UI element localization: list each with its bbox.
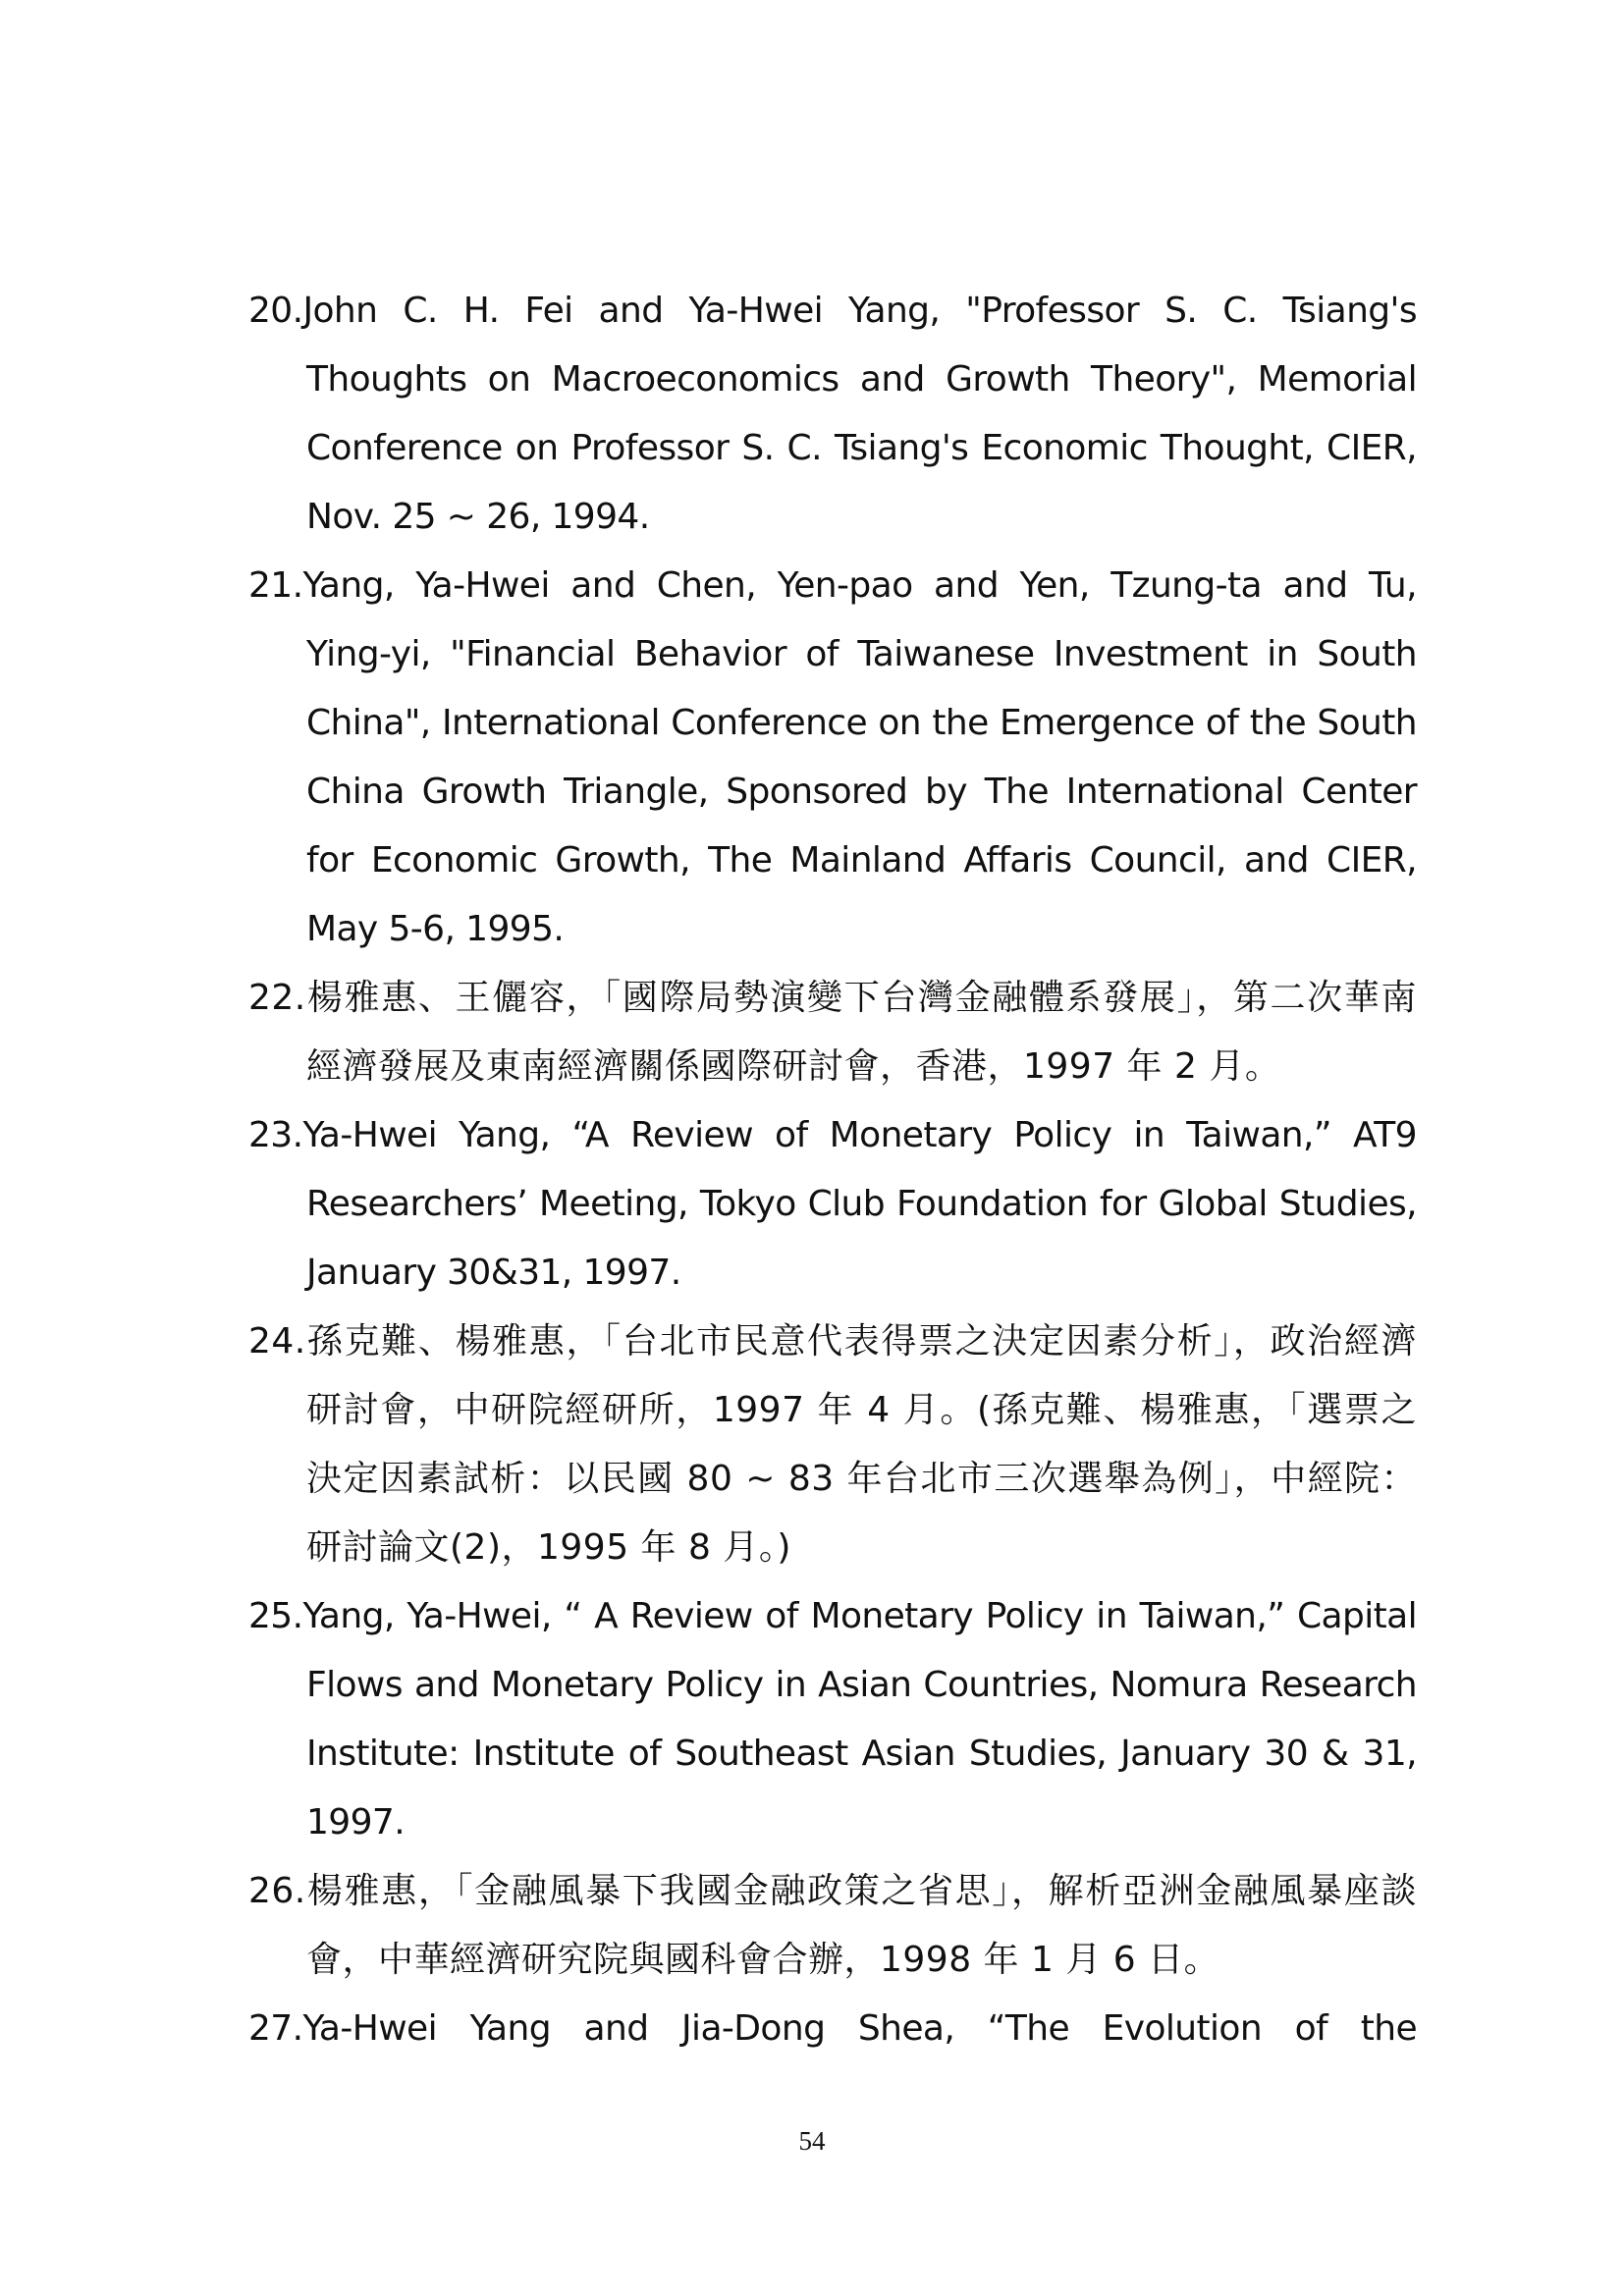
reference-item-26 — [248, 1857, 1417, 1995]
reference-number: 22. — [248, 978, 306, 1018]
reference-number: 26. — [248, 1871, 306, 1911]
reference-text: Ya-Hwei Yang and Jia-Dong Shea, “The Evolution of the — [302, 2008, 1417, 2049]
reference-text: 楊雅惠，「金融風暴下我國金融政策之省思」，解析亞洲金融風暴座談會，中華經濟研究院與國科會合辦，1998 年 1 月 6 日。 — [305, 1871, 1417, 1980]
reference-item-25 — [248, 1582, 1417, 1857]
reference-text: Ya-Hwei Yang, “A Review of Monetary Policy in Taiwan,” AT9 Researchers’ Meeting, Tokyo Club Foundation for Global Studies, January 30&31, 1997. — [302, 1115, 1417, 1293]
reference-number: 25. — [248, 1596, 303, 1636]
page-number: 54 — [798, 2126, 826, 2156]
reference-item-24 — [248, 1308, 1417, 1582]
reference-list — [248, 277, 1417, 2063]
reference-number: 23. — [248, 1115, 303, 1155]
reference-number: 27. — [248, 2008, 303, 2049]
reference-item-22 — [248, 964, 1417, 1101]
reference-text: Yang, Ya-Hwei, “ A Review of Monetary Policy in Taiwan,” Capital Flows and Monetary Policy in Asian Countries, Nomura Research Institute: Institute of Southeast Asian Studies, January 30 & 31, 1997. — [302, 1596, 1417, 1842]
reference-item-20 — [248, 277, 1417, 552]
reference-item-27 — [248, 1995, 1417, 2063]
reference-text: Yang, Ya-Hwei and Chen, Yen-pao and Yen, Tzung-ta and Tu, Ying-yi, "Financial Behavior of Taiwanese Investment in South China", International Conference on the Emergence of the South China Growth Triangle, Sponsored by The International Center for Economic Growth, The Mainland Affaris Council, and CIER, May 5-6, 1995. — [302, 565, 1417, 949]
reference-text: 孫克難、楊雅惠，「台北市民意代表得票之決定因素分析」，政治經濟研討會，中研院經研所，1997 年 4 月。(孫克難、楊雅惠，「選票之決定因素試析：以民國 80 ~ 83 年台北市三次選舉為例」，中經院：研討論文(2)，1995 年 8 月。) — [305, 1321, 1417, 1568]
reference-text: John C. H. Fei and Ya-Hwei Yang, "Professor S. C. Tsiang's Thoughts on Macroeconomics and Growth Theory", Memorial Conference on Professor S. C. Tsiang's Economic Thought, CIER, Nov. 25 ~ 26, 1994. — [302, 291, 1417, 537]
reference-item-21 — [248, 552, 1417, 964]
reference-text: 楊雅惠、王儷容，「國際局勢演變下台灣金融體系發展」，第二次華南經濟發展及東南經濟關係國際研討會，香港，1997 年 2 月。 — [305, 978, 1417, 1087]
reference-number: 21. — [248, 565, 303, 606]
reference-item-23 — [248, 1101, 1417, 1308]
reference-number: 24. — [248, 1321, 306, 1362]
reference-number: 20. — [248, 291, 303, 331]
